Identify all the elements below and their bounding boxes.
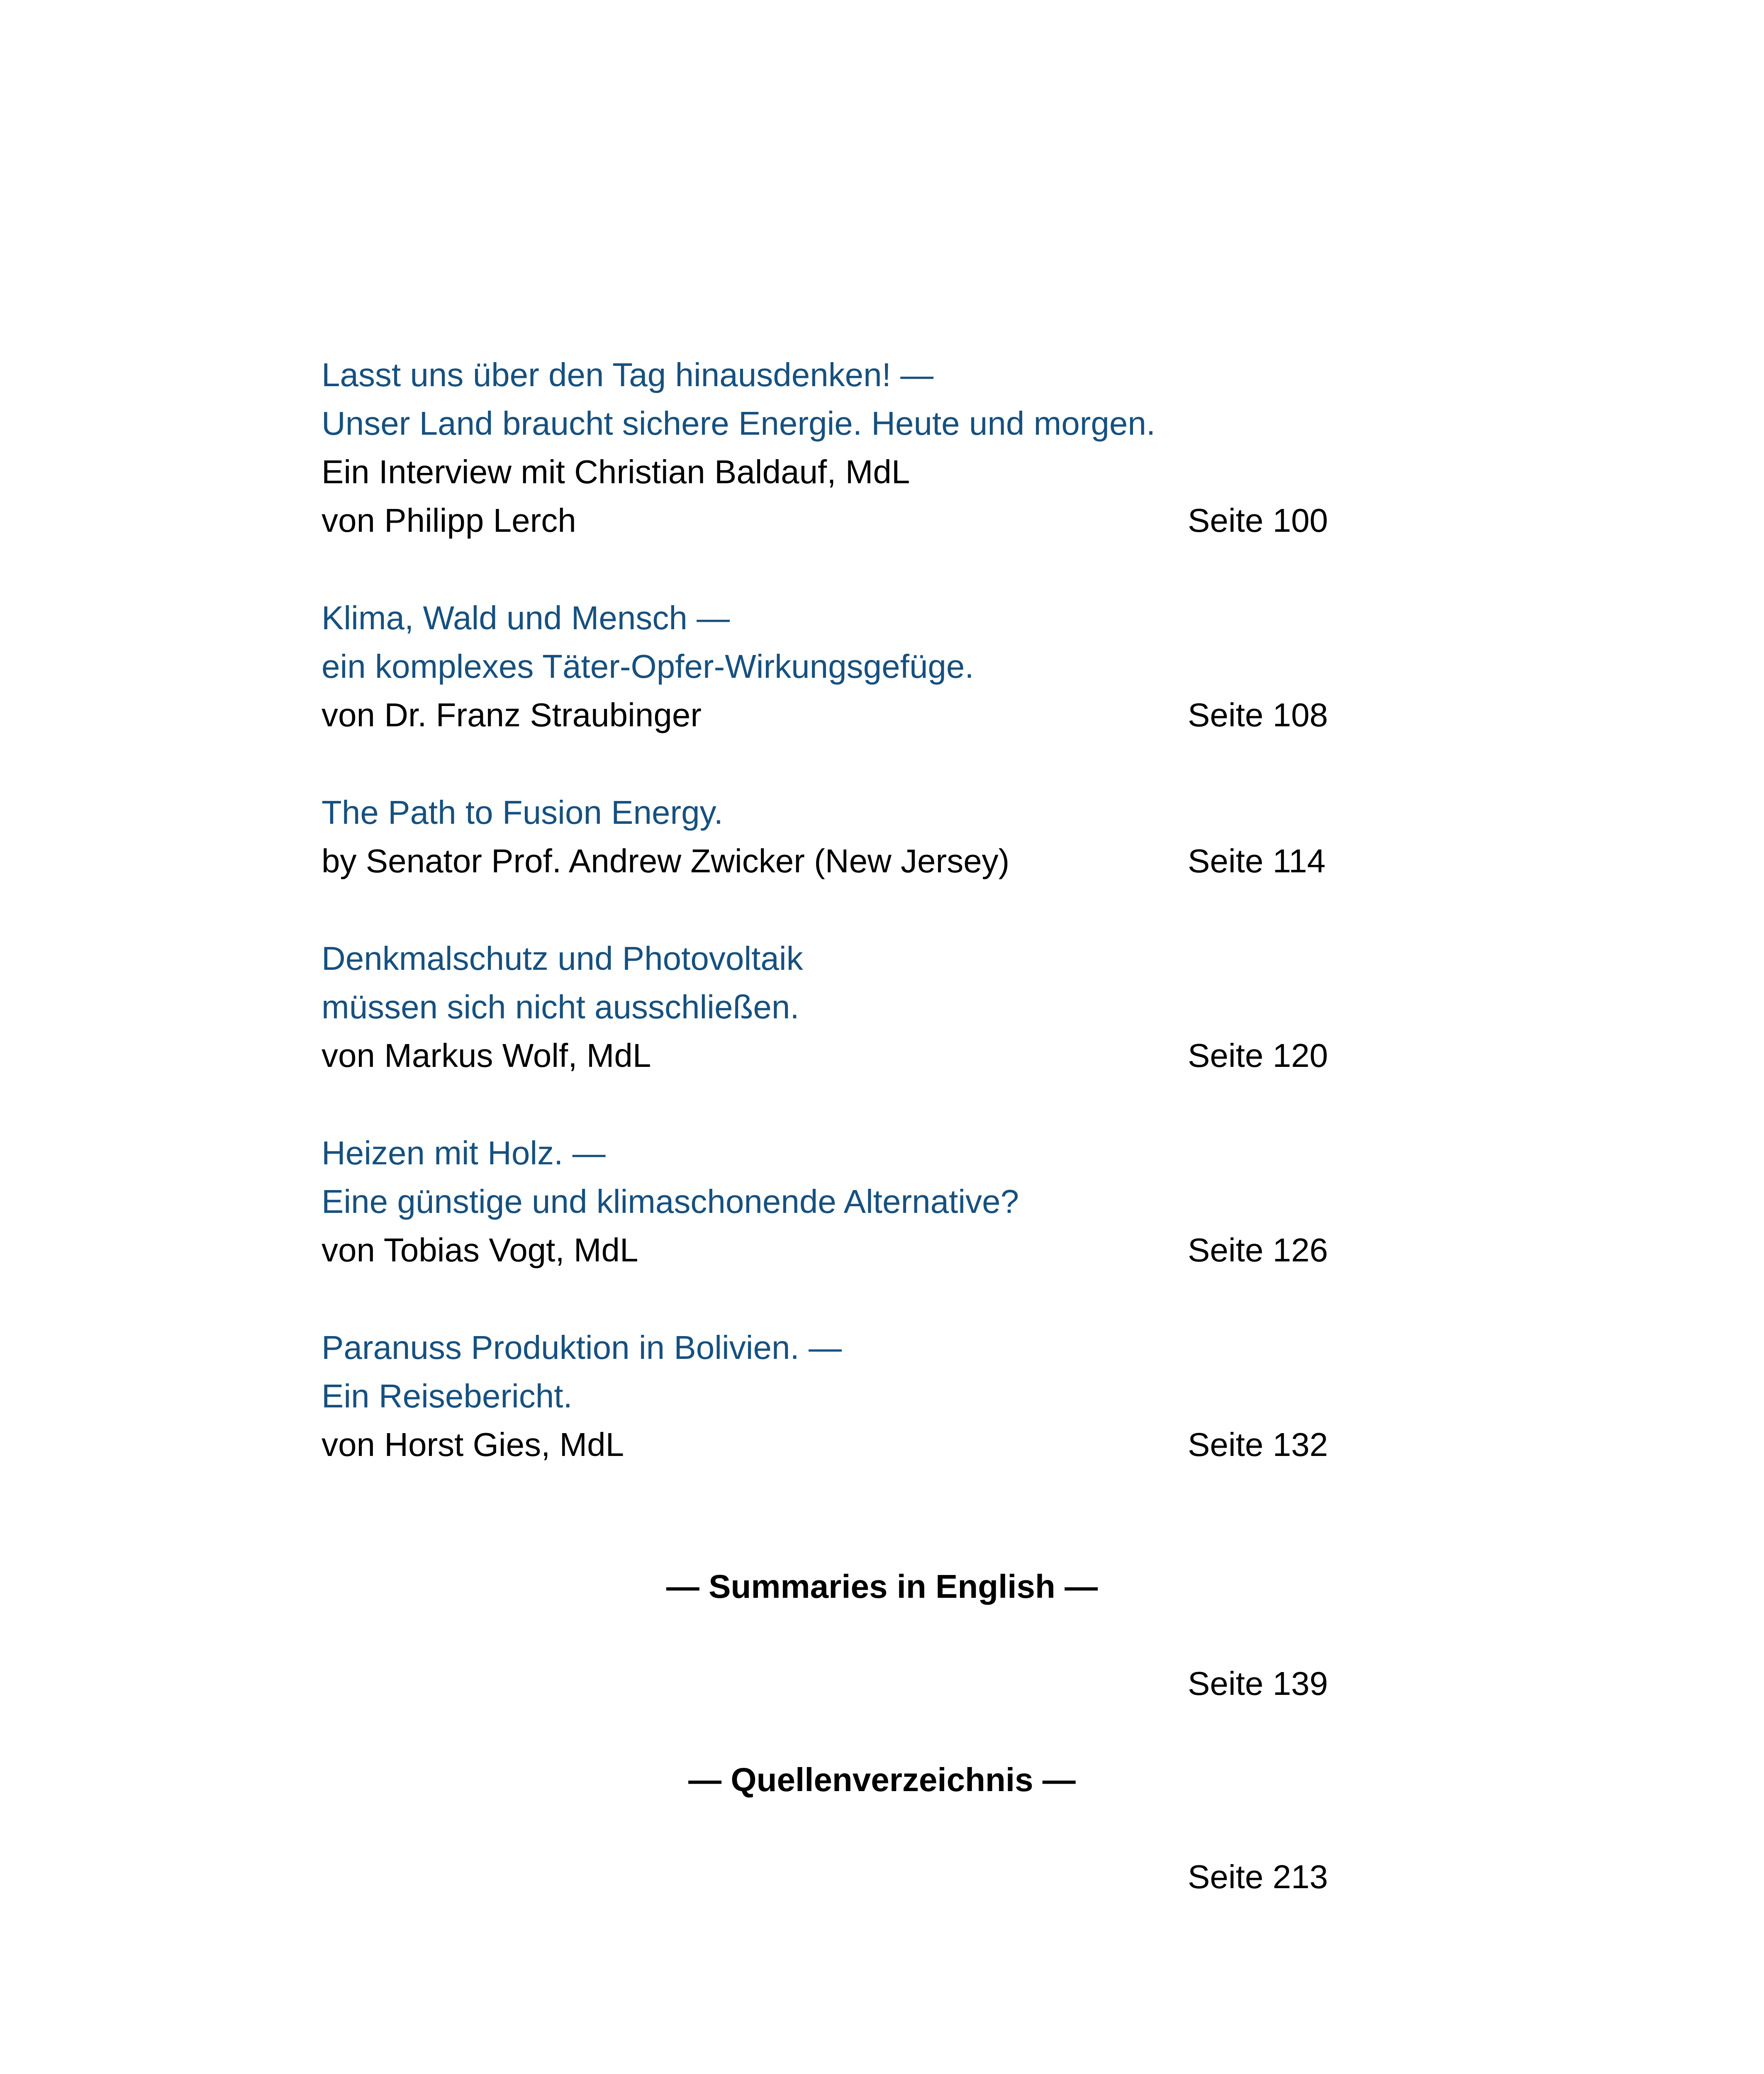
- section-heading-summaries: — Summaries in English —: [666, 1568, 1098, 1605]
- entry-page-ref: Seite 132: [1188, 1426, 1328, 1463]
- section-heading-sources: — Quellenverzeichnis —: [688, 1761, 1076, 1798]
- entry-author: von Markus Wolf, MdL: [322, 1037, 651, 1074]
- entry-page-ref: Seite 108: [1188, 696, 1328, 733]
- toc-entry: [322, 1323, 1350, 1469]
- toc-entry: [322, 351, 1350, 545]
- entry-title-line: Lasst uns über den Tag hinausdenken! —: [322, 356, 934, 393]
- entry-author: von Philipp Lerch: [322, 502, 576, 539]
- entry-author: von Tobias Vogt, MdL: [322, 1232, 638, 1268]
- entry-title-line: Unser Land braucht sichere Energie. Heute und morgen.: [322, 405, 1156, 442]
- toc-entry: [322, 934, 1350, 1080]
- entry-author-row: [322, 1226, 1350, 1274]
- section-page-ref-summaries: Seite 139: [1188, 1665, 1328, 1702]
- entry-author: von Dr. Franz Straubinger: [322, 696, 702, 733]
- entry-author-row: [322, 1420, 1350, 1469]
- entry-title-line: Eine günstige und klimaschonende Alternative?: [322, 1183, 1019, 1220]
- entry-title-line: Denkmalschutz und Photovoltaik: [322, 940, 803, 977]
- table-of-contents: [322, 351, 1350, 1518]
- entry-author: von Horst Gies, MdL: [322, 1426, 624, 1463]
- section-page-ref-sources: Seite 213: [1188, 1858, 1328, 1895]
- entry-title-line: Klima, Wald und Mensch —: [322, 599, 730, 636]
- entry-page-ref: Seite 126: [1188, 1232, 1328, 1268]
- entry-page-ref: Seite 114: [1188, 842, 1326, 879]
- toc-entry: [322, 1129, 1350, 1274]
- entry-title-line: ein komplexes Täter-Opfer-Wirkungsgefüge.: [322, 648, 974, 685]
- toc-entry: [322, 594, 1350, 739]
- entry-author-row: [322, 496, 1350, 545]
- entry-title-line: Heizen mit Holz. —: [322, 1134, 606, 1171]
- entry-author-row: [322, 837, 1350, 885]
- entry-title-line: Ein Reisebericht.: [322, 1378, 573, 1414]
- entry-page-ref: Seite 120: [1188, 1037, 1328, 1074]
- entry-title-line: The Path to Fusion Energy.: [322, 794, 723, 831]
- entry-title-line: müssen sich nicht ausschließen.: [322, 988, 799, 1025]
- entry-subtitle-line: Ein Interview mit Christian Baldauf, MdL: [322, 453, 910, 490]
- toc-entry: [322, 788, 1350, 885]
- entry-author-row: [322, 691, 1350, 739]
- entry-author-row: [322, 1031, 1350, 1080]
- entry-page-ref: Seite 100: [1188, 502, 1328, 539]
- entry-title-line: Paranuss Produktion in Bolivien. —: [322, 1329, 842, 1366]
- entry-author: by Senator Prof. Andrew Zwicker (New Jersey): [322, 842, 1010, 879]
